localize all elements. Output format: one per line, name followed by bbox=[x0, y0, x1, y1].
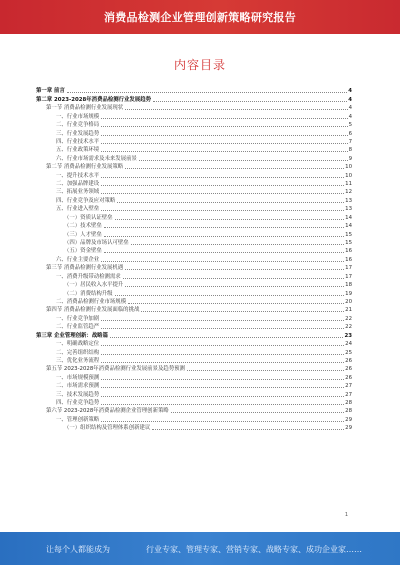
toc-dot-leader bbox=[101, 126, 347, 127]
toc-dot-leader bbox=[101, 177, 344, 178]
toc-entry-label: 一、管理创新策略 bbox=[56, 416, 100, 423]
toc-entry-page: 13 bbox=[345, 206, 352, 213]
toc-entry[interactable] bbox=[36, 297, 352, 305]
toc-entry[interactable] bbox=[36, 271, 352, 279]
toc-entry-page: 27 bbox=[345, 383, 352, 390]
toc-entry[interactable] bbox=[36, 238, 352, 246]
toc-entry-label: 第三章 企业管理创新：战略篇 bbox=[36, 332, 108, 339]
toc-entry[interactable] bbox=[36, 128, 352, 136]
toc-entry-page: 23 bbox=[344, 332, 352, 339]
toc-dot-leader bbox=[101, 210, 344, 211]
toc-dot-leader bbox=[104, 252, 344, 253]
toc-entry-label: 三、行业发展趋势 bbox=[56, 130, 100, 137]
toc-entry-page: 22 bbox=[345, 315, 352, 322]
header-banner bbox=[0, 0, 400, 34]
toc-dot-leader bbox=[101, 345, 344, 346]
toc-entry[interactable] bbox=[36, 398, 352, 406]
toc-entry-label: 三、拓展业务领域 bbox=[56, 189, 100, 196]
toc-entry[interactable] bbox=[36, 137, 352, 145]
toc-entry[interactable] bbox=[36, 305, 352, 313]
toc-entry-label: 第三节 消费品检测行业发展机遇 bbox=[46, 265, 124, 272]
toc-entry-label: （二）技术壁垒 bbox=[64, 223, 102, 230]
toc-entry-label: 二、完善组织结构 bbox=[56, 349, 100, 356]
toc-entry[interactable] bbox=[36, 204, 352, 212]
toc-entry-page: 13 bbox=[345, 197, 352, 204]
toc-dot-leader bbox=[115, 219, 345, 220]
toc-entry-label: 二、行业竞争格局 bbox=[56, 122, 100, 129]
toc-entry[interactable] bbox=[36, 313, 352, 321]
toc-entry-page: 4 bbox=[348, 105, 352, 112]
toc-entry-label: 四、行业竞争趋势 bbox=[56, 400, 100, 407]
toc-entry-label: 二、行业监管趋严 bbox=[56, 324, 100, 331]
toc-entry[interactable] bbox=[36, 280, 352, 288]
toc-dot-leader bbox=[101, 328, 344, 329]
toc-dot-leader bbox=[153, 101, 347, 102]
toc-dot-leader bbox=[131, 244, 344, 245]
toc-dot-leader bbox=[101, 387, 344, 388]
toc-entry-label: 第二章 2023-2028年消费品检测行业发展趋势 bbox=[36, 96, 151, 103]
toc-dot-leader bbox=[101, 379, 344, 380]
toc-dot-leader bbox=[139, 160, 348, 161]
toc-entry-page: 28 bbox=[345, 408, 352, 415]
toc-entry[interactable] bbox=[36, 179, 352, 187]
toc-entry-page: 9 bbox=[348, 155, 352, 162]
toc-entry[interactable] bbox=[36, 389, 352, 397]
toc-dot-leader bbox=[125, 286, 344, 287]
toc-entry[interactable] bbox=[36, 246, 352, 254]
toc-entry[interactable] bbox=[36, 187, 352, 195]
toc-entry-page: 22 bbox=[345, 324, 352, 331]
toc-entry[interactable] bbox=[36, 339, 352, 347]
toc-entry[interactable] bbox=[36, 288, 352, 296]
toc-entry-page: 16 bbox=[345, 248, 352, 255]
toc-entry-page: 11 bbox=[345, 181, 352, 188]
toc-entry-label: （二）消费结构升级 bbox=[64, 290, 113, 297]
toc-entry-page: 8 bbox=[348, 147, 352, 154]
toc-entry[interactable] bbox=[36, 414, 352, 422]
toc-entry[interactable] bbox=[36, 322, 352, 330]
toc-entry-label: 六、行业主要企业 bbox=[56, 256, 100, 263]
toc-dot-leader bbox=[152, 429, 344, 430]
toc-entry[interactable] bbox=[36, 229, 352, 237]
toc-entry-page: 17 bbox=[345, 273, 352, 280]
toc-dot-leader bbox=[101, 118, 347, 119]
toc-dot-leader bbox=[110, 337, 344, 338]
toc-dot-leader bbox=[101, 354, 344, 355]
toc-dot-leader bbox=[117, 202, 344, 203]
toc-dot-leader bbox=[101, 135, 347, 136]
toc-entry[interactable] bbox=[36, 406, 352, 414]
toc-entry-label: （五）资金壁垒 bbox=[64, 248, 102, 255]
toc-entry-label: 六、行业市场需求及未来发展前景 bbox=[56, 155, 137, 162]
toc-dot-leader bbox=[123, 278, 344, 279]
toc-entry[interactable] bbox=[36, 347, 352, 355]
toc-entry-page: 20 bbox=[345, 298, 352, 305]
toc-dot-leader bbox=[67, 92, 347, 93]
toc-dot-leader bbox=[101, 143, 347, 144]
toc-entry-label: 二、消费品检测行业市场规模 bbox=[56, 298, 127, 305]
toc-entry[interactable] bbox=[36, 381, 352, 389]
toc-heading: 内容目录 bbox=[173, 58, 226, 72]
toc-entry-label: 二、市场需求预测 bbox=[56, 383, 100, 390]
toc-entry-label: （三）人才壁垒 bbox=[64, 231, 102, 238]
toc-entry-label: 一、市场规模预测 bbox=[56, 374, 100, 381]
toc-entry-page: 14 bbox=[345, 214, 352, 221]
toc-entry-page: 16 bbox=[345, 256, 352, 263]
toc-dot-leader bbox=[125, 269, 344, 270]
toc-entry-label: 四、行业竞争及应对策略 bbox=[56, 197, 116, 204]
toc-entry-page: 12 bbox=[345, 189, 352, 196]
toc-dot-leader bbox=[101, 151, 347, 152]
toc-dot-leader bbox=[101, 185, 344, 186]
toc-entry-label: （一）居民收入水平提升 bbox=[64, 282, 124, 289]
toc-entry[interactable] bbox=[36, 254, 352, 262]
toc-dot-leader bbox=[115, 295, 345, 296]
toc-dot-leader bbox=[104, 236, 344, 237]
toc-entry-label: 第一章 前言 bbox=[36, 88, 65, 95]
toc-entry-label: 一、行业市场规模 bbox=[56, 113, 100, 120]
toc-entry-page: 15 bbox=[345, 240, 352, 247]
toc-dot-leader bbox=[104, 227, 344, 228]
toc-entry-label: 二、加强品牌建设 bbox=[56, 181, 100, 188]
toc-entry[interactable] bbox=[36, 103, 352, 111]
toc-entry-page: 4 bbox=[348, 113, 352, 120]
toc-entry-page: 10 bbox=[345, 172, 352, 179]
footer-banner bbox=[0, 532, 400, 565]
toc-entry[interactable] bbox=[36, 330, 352, 338]
toc-entry-page: 26 bbox=[345, 366, 352, 373]
toc-dot-leader bbox=[101, 193, 344, 194]
toc-entry[interactable] bbox=[36, 195, 352, 203]
toc-entry[interactable] bbox=[36, 86, 352, 94]
toc-entry[interactable] bbox=[36, 94, 352, 102]
toc-entry-label: 五、行业政策环境 bbox=[56, 147, 100, 154]
toc-entry[interactable] bbox=[36, 120, 352, 128]
toc-dot-leader bbox=[101, 421, 344, 422]
page-number: 1 bbox=[344, 512, 348, 518]
toc-entry-label: 一、行业竞争加剧 bbox=[56, 315, 100, 322]
toc-dot-leader bbox=[125, 109, 347, 110]
toc-dot-leader bbox=[101, 320, 344, 321]
toc-entry-page: 28 bbox=[345, 400, 352, 407]
toc-entry-label: 第四节 消费品检测行业发展面临的挑战 bbox=[46, 307, 140, 314]
toc-entry-label: （四）品牌及市场认可壁垒 bbox=[64, 240, 129, 247]
toc-dot-leader bbox=[101, 396, 344, 397]
toc-entry[interactable] bbox=[36, 111, 352, 119]
toc-entry-label: 第二节 消费品检测行业发展策略 bbox=[46, 164, 124, 171]
toc-entry-page: 29 bbox=[345, 416, 352, 423]
toc-entry[interactable] bbox=[36, 263, 352, 271]
toc-entry-page: 4 bbox=[348, 96, 352, 103]
toc-dot-leader bbox=[101, 404, 344, 405]
toc-dot-leader bbox=[171, 412, 344, 413]
toc-entry-page: 21 bbox=[345, 307, 352, 314]
footer-slogan-right: 行业专家、管理专家、营销专家、战略专家、成功企业家…… bbox=[146, 545, 362, 554]
toc-entry[interactable] bbox=[36, 364, 352, 372]
toc-entry-page: 18 bbox=[345, 282, 352, 289]
toc-entry[interactable] bbox=[36, 423, 352, 431]
toc-entry-label: 一、消费升级带动检测需求 bbox=[56, 273, 121, 280]
footer-slogan-left: 让每个人都能成为 bbox=[46, 545, 110, 554]
toc-entry[interactable] bbox=[36, 372, 352, 380]
toc-entry-page: 26 bbox=[345, 357, 352, 364]
toc-entry[interactable] bbox=[36, 162, 352, 170]
toc-entry-label: （一）资质认证壁垒 bbox=[64, 214, 113, 221]
toc-entry-page: 5 bbox=[348, 122, 352, 129]
report-title: 消费品检测企业管理创新策略研究报告 bbox=[103, 11, 297, 24]
toc-entry-label: 五、行业进入壁垒 bbox=[56, 206, 100, 213]
toc-entry-page: 10 bbox=[345, 164, 352, 171]
toc-dot-leader bbox=[141, 311, 344, 312]
toc-entry-label: （一）组织结构及管理体系创新建议 bbox=[64, 425, 151, 432]
toc-entry-page: 26 bbox=[345, 374, 352, 381]
toc-entry-label: 三、技术发展趋势 bbox=[56, 391, 100, 398]
table-of-contents bbox=[36, 86, 352, 431]
toc-entry[interactable] bbox=[36, 170, 352, 178]
toc-dot-leader bbox=[101, 362, 344, 363]
toc-entry-label: 三、优化业务流程 bbox=[56, 357, 100, 364]
toc-entry-page: 14 bbox=[345, 223, 352, 230]
toc-entry-page: 7 bbox=[348, 138, 352, 145]
toc-dot-leader bbox=[128, 303, 344, 304]
toc-entry-label: 四、行业技术水平 bbox=[56, 138, 100, 145]
toc-dot-leader bbox=[101, 261, 344, 262]
toc-entry[interactable] bbox=[36, 145, 352, 153]
toc-entry-page: 4 bbox=[348, 88, 352, 95]
toc-entry-label: 一、提升技术水平 bbox=[56, 172, 100, 179]
toc-entry-page: 24 bbox=[345, 341, 352, 348]
toc-entry-page: 17 bbox=[345, 265, 352, 272]
toc-entry-page: 27 bbox=[345, 391, 352, 398]
toc-entry[interactable] bbox=[36, 153, 352, 161]
toc-entry-label: 一、明确战略定位 bbox=[56, 341, 100, 348]
toc-entry-page: 19 bbox=[345, 290, 352, 297]
toc-dot-leader bbox=[125, 168, 344, 169]
toc-entry[interactable] bbox=[36, 212, 352, 220]
toc-entry[interactable] bbox=[36, 221, 352, 229]
toc-entry-page: 15 bbox=[345, 231, 352, 238]
toc-entry-label: 第五节 2023-2028年消费品检测行业发展前景及趋势预测 bbox=[46, 366, 185, 373]
toc-entry-page: 25 bbox=[345, 349, 352, 356]
toc-entry-page: 6 bbox=[348, 130, 352, 137]
toc-entry[interactable] bbox=[36, 356, 352, 364]
toc-entry-page: 29 bbox=[345, 425, 352, 432]
toc-entry-label: 第六节 2023-2028年消费品检测企业管理创新策略 bbox=[46, 408, 169, 415]
toc-dot-leader bbox=[187, 370, 344, 371]
toc-entry-label: 第一节 消费品检测行业发展现状 bbox=[46, 105, 124, 112]
